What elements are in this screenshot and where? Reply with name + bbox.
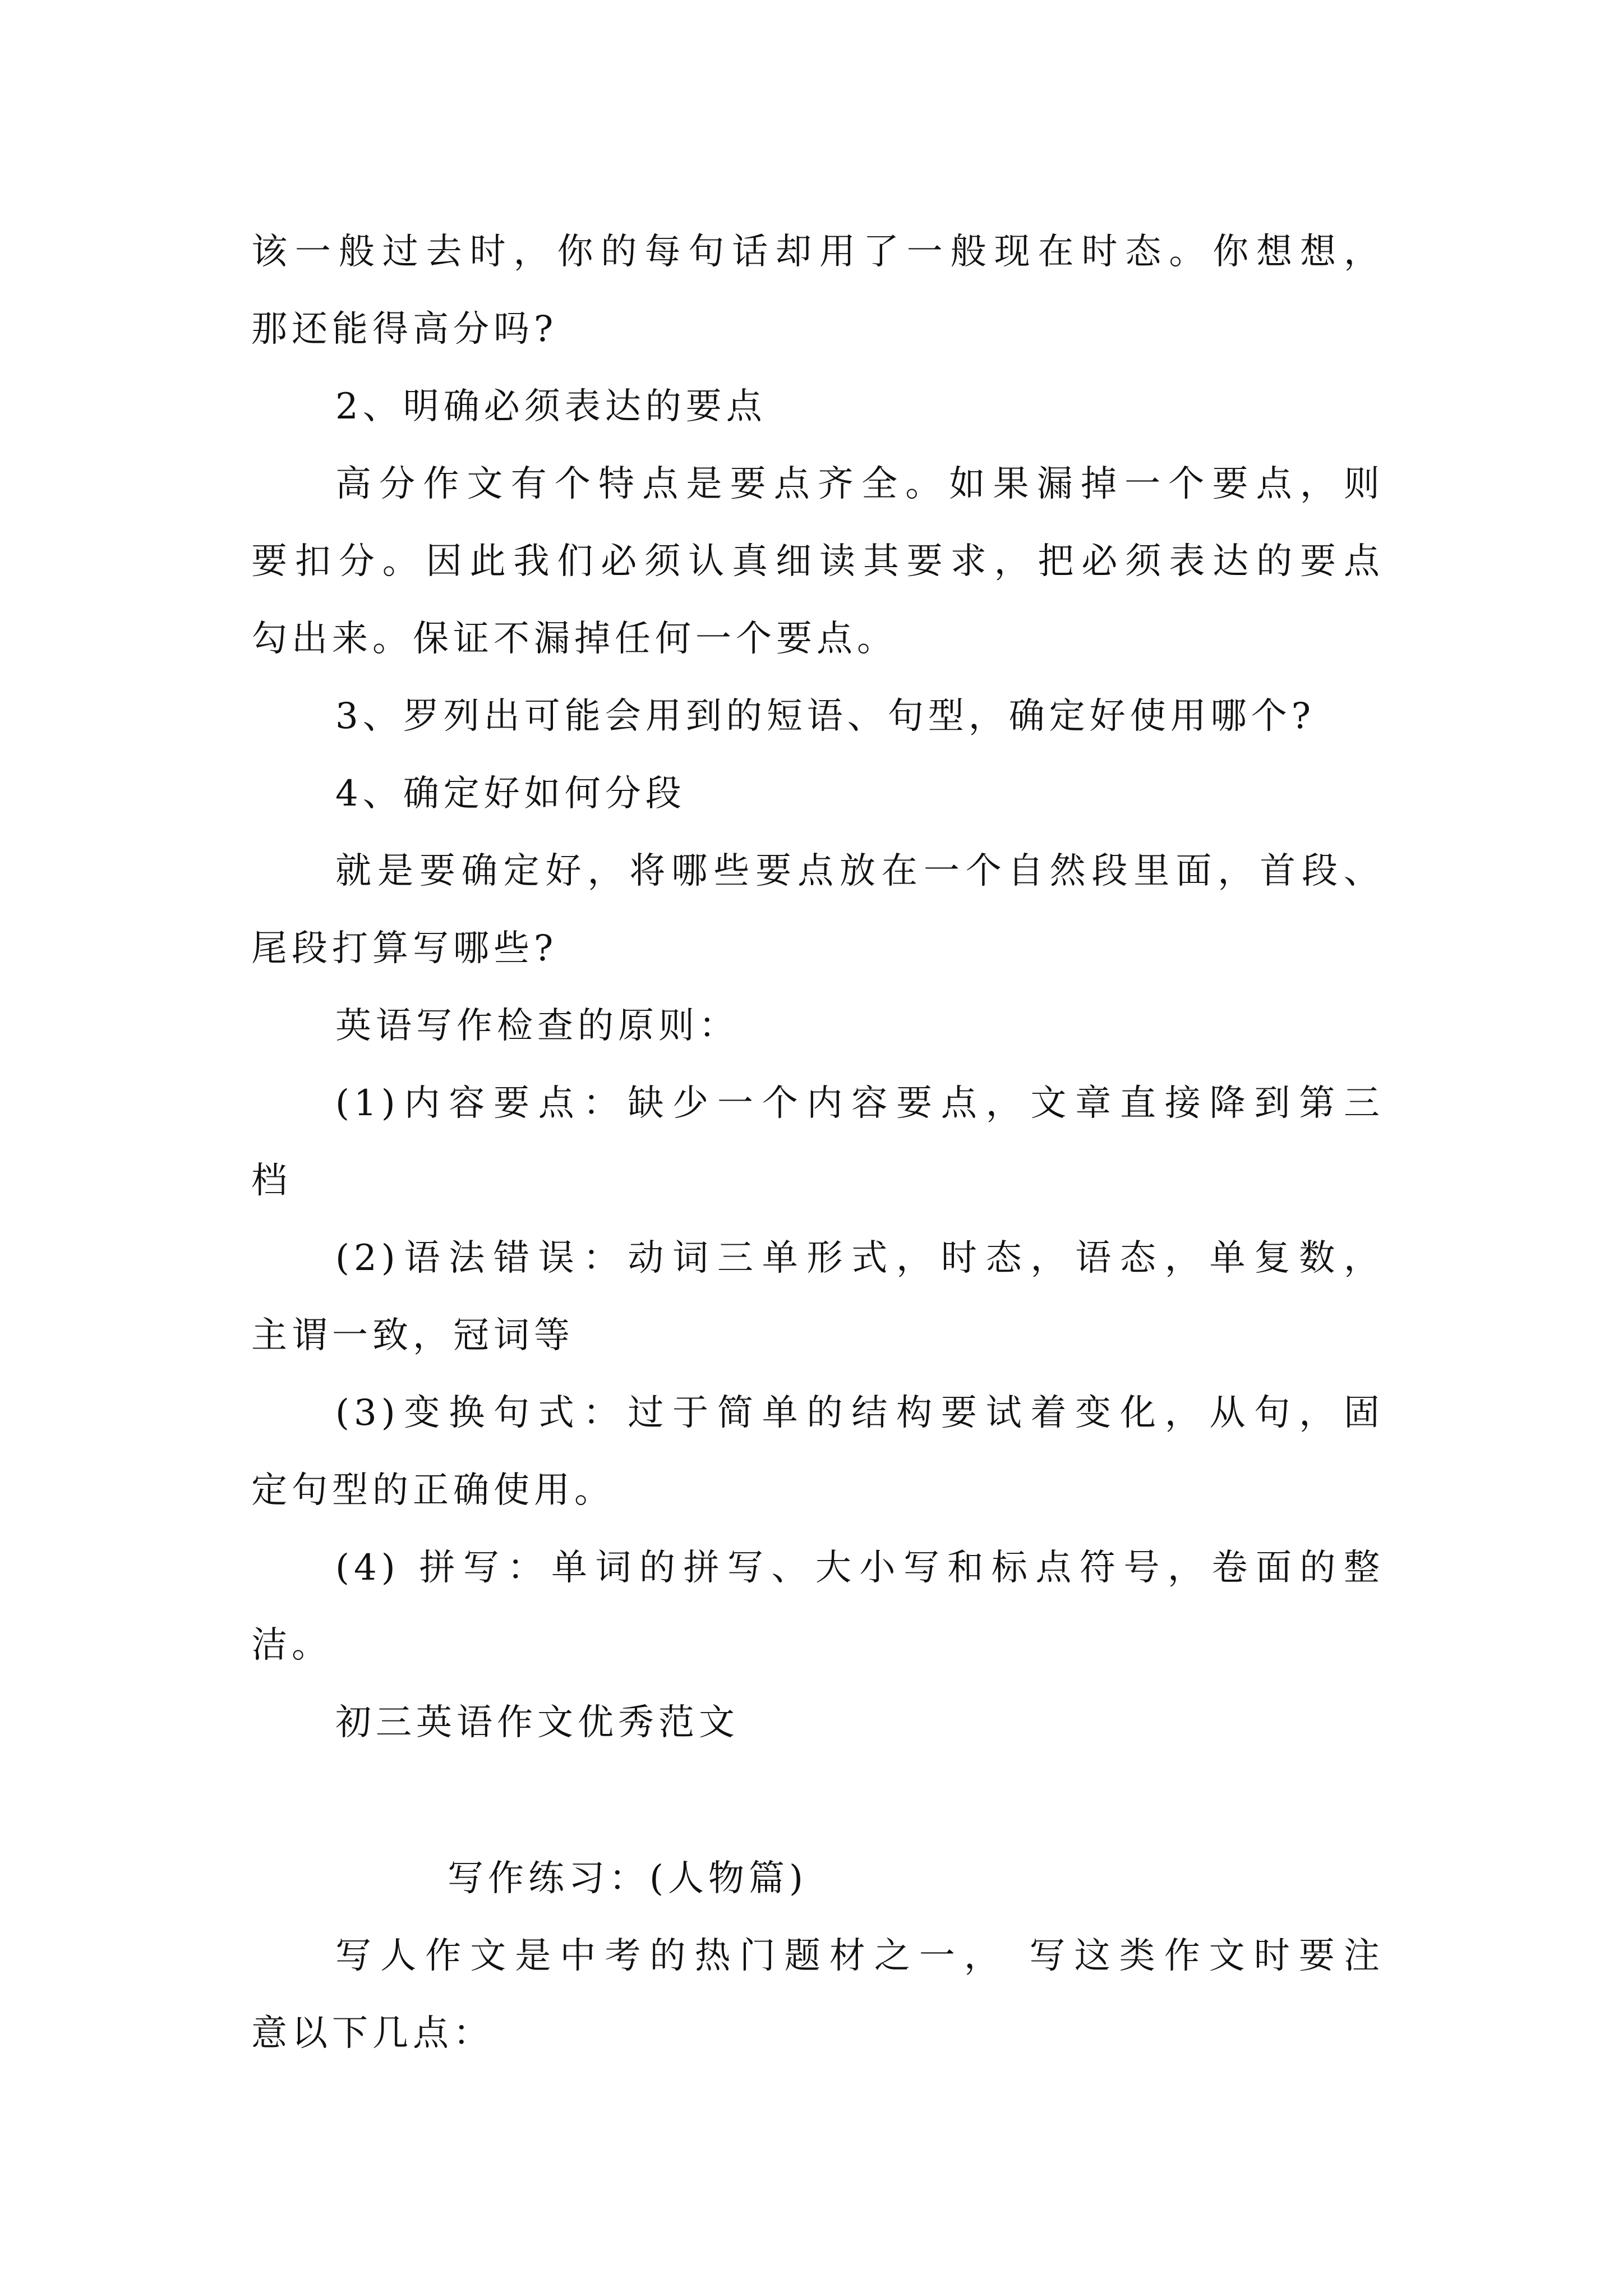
list-item-line: 定句型的正确使用。 bbox=[251, 1470, 615, 1511]
list-item-line: 洁。 bbox=[251, 1625, 332, 1666]
document-body bbox=[251, 213, 1384, 2072]
blank-gap bbox=[251, 1761, 1384, 1840]
paragraph-line: 就是要确定好，将哪些要点放在一个自然段里面，首段、 bbox=[335, 850, 1384, 892]
paragraph-line: 尾段打算写哪些? bbox=[251, 928, 558, 969]
paragraph-line: 勾出来。保证不漏掉任何一个要点。 bbox=[251, 618, 897, 660]
paragraph-line: 那还能得高分吗? bbox=[251, 309, 558, 350]
list-item-line: 档 bbox=[251, 1160, 292, 1202]
section-title: 初三英语作文优秀范文 bbox=[335, 1702, 739, 1743]
list-item-line: (2)语法错误：动词三单形式，时态，语态，单复数， bbox=[335, 1237, 1384, 1279]
paragraph-line: 意以下几点： bbox=[251, 2013, 494, 2054]
section-heading: 2、明确必须表达的要点 bbox=[335, 386, 767, 427]
list-item-line: 主谓一致，冠词等 bbox=[251, 1315, 574, 1356]
section-heading: 3、罗列出可能会用到的短语、句型，确定好使用哪个? bbox=[335, 696, 1316, 737]
subsection-title: 写作练习：(人物篇) bbox=[448, 1858, 808, 1899]
paragraph-line: 要扣分。因此我们必须认真细读其要求，把必须表达的要点 bbox=[251, 541, 1384, 582]
paragraph-line: 该一般过去时，你的每句话却用了一般现在时态。你想想， bbox=[251, 231, 1384, 273]
list-item-line: (3)变换句式：过于简单的结构要试着变化，从句，固 bbox=[335, 1392, 1384, 1434]
list-item-line: (1)内容要点：缺少一个内容要点，文章直接降到第三 bbox=[335, 1083, 1384, 1124]
section-heading: 英语写作检查的原则： bbox=[335, 1005, 739, 1047]
section-heading: 4、确定好如何分段 bbox=[335, 773, 686, 815]
paragraph-line: 写人作文是中考的热门题材之一， 写这类作文时要注 bbox=[335, 1935, 1384, 1977]
paragraph-line: 高分作文有个特点是要点齐全。如果漏掉一个要点，则 bbox=[335, 463, 1384, 505]
list-item-line: (4) 拼写：单词的拼写、大小写和标点符号，卷面的整 bbox=[335, 1547, 1384, 1589]
